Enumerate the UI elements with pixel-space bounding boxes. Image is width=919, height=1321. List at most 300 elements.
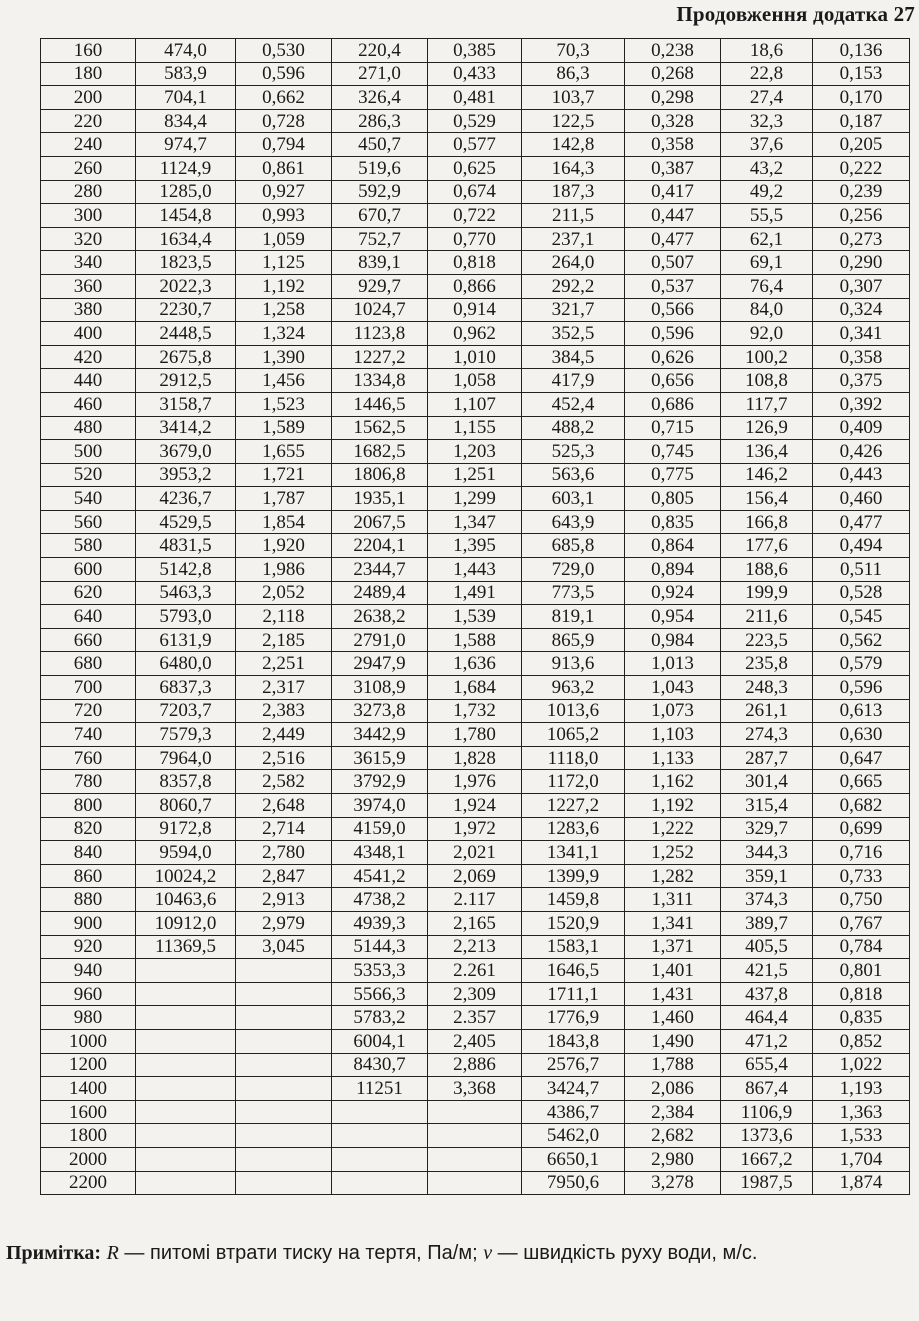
table-row <box>41 180 910 204</box>
table-cell: 108,8 <box>721 369 813 393</box>
table-row <box>41 534 910 558</box>
table-cell: 0,674 <box>428 180 522 204</box>
table-cell: 274,3 <box>721 723 813 747</box>
table-cell: 4939,3 <box>332 911 428 935</box>
note-label: Примітка: <box>6 1242 102 1264</box>
table-cell: 2,052 <box>236 581 332 605</box>
table-cell: 1,073 <box>625 699 721 723</box>
table-cell: 3953,2 <box>136 463 236 487</box>
table-row <box>41 1053 910 1077</box>
table-cell: 0,914 <box>428 298 522 322</box>
table-row <box>41 86 910 110</box>
table-cell: 1446,5 <box>332 392 428 416</box>
table-cell: 0,864 <box>625 534 721 558</box>
table-cell: 1172,0 <box>522 770 625 794</box>
table-cell: 10912,0 <box>136 911 236 935</box>
table-cell: 271,0 <box>332 62 428 86</box>
table-cell <box>236 982 332 1006</box>
table-cell: 1,588 <box>428 628 522 652</box>
table-cell: 0,577 <box>428 133 522 157</box>
table-cell: 122,5 <box>522 109 625 133</box>
table-cell: 389,7 <box>721 911 813 935</box>
table-cell: 11251 <box>332 1077 428 1101</box>
table-cell: 237,1 <box>522 227 625 251</box>
table-cell: 4236,7 <box>136 487 236 511</box>
table-row <box>41 1171 910 1195</box>
table-cell: 2,118 <box>236 605 332 629</box>
row-key-cell: 320 <box>41 227 136 251</box>
table-cell: 1,324 <box>236 322 332 346</box>
table-cell: 235,8 <box>721 652 813 676</box>
table-cell: 1065,2 <box>522 723 625 747</box>
table-cell: 0,222 <box>813 156 910 180</box>
table-cell: 211,6 <box>721 605 813 629</box>
table-cell: 5462,0 <box>522 1124 625 1148</box>
table-cell: 0,460 <box>813 487 910 511</box>
table-cell: 344,3 <box>721 841 813 865</box>
row-key-cell: 740 <box>41 723 136 747</box>
table-cell: 0,358 <box>625 133 721 157</box>
table-cell: 1,162 <box>625 770 721 794</box>
table-row <box>41 133 910 157</box>
table-cell: 0,477 <box>625 227 721 251</box>
table-cell: 0,528 <box>813 581 910 605</box>
table-cell: 0,767 <box>813 911 910 935</box>
row-key-cell: 460 <box>41 392 136 416</box>
table-cell: 27,4 <box>721 86 813 110</box>
row-key-cell: 760 <box>41 746 136 770</box>
table-cell: 1454,8 <box>136 204 236 228</box>
table-cell: 2448,5 <box>136 322 236 346</box>
table-cell: 3,278 <box>625 1171 721 1195</box>
table-cell: 0,341 <box>813 322 910 346</box>
table-cell: 2.261 <box>428 959 522 983</box>
row-key-cell: 440 <box>41 369 136 393</box>
table-cell: 5353,3 <box>332 959 428 983</box>
row-key-cell: 240 <box>41 133 136 157</box>
table-cell: 0,375 <box>813 369 910 393</box>
table-row <box>41 911 910 935</box>
table-cell: 1,443 <box>428 558 522 582</box>
table-row <box>41 581 910 605</box>
table-cell: 32,3 <box>721 109 813 133</box>
row-key-cell: 580 <box>41 534 136 558</box>
table-cell: 1646,5 <box>522 959 625 983</box>
table-cell: 0,481 <box>428 86 522 110</box>
table-cell <box>136 1029 236 1053</box>
table-cell: 405,5 <box>721 935 813 959</box>
table-cell <box>236 1171 332 1195</box>
table-cell: 1,059 <box>236 227 332 251</box>
table-cell: 0,238 <box>625 39 721 63</box>
table-cell: 321,7 <box>522 298 625 322</box>
row-key-cell: 880 <box>41 888 136 912</box>
table-cell: 1341,1 <box>522 841 625 865</box>
table-cell: 0,596 <box>236 62 332 86</box>
table-cell: 819,1 <box>522 605 625 629</box>
table-cell: 1682,5 <box>332 440 428 464</box>
row-key-cell: 560 <box>41 510 136 534</box>
table-cell: 1,299 <box>428 487 522 511</box>
table-cell: 86,3 <box>522 62 625 86</box>
row-key-cell: 300 <box>41 204 136 228</box>
table-cell: 0,447 <box>625 204 721 228</box>
table-row <box>41 652 910 676</box>
table-cell: 2,086 <box>625 1077 721 1101</box>
table-cell: 1,251 <box>428 463 522 487</box>
table-cell: 286,3 <box>332 109 428 133</box>
table-row <box>41 156 910 180</box>
table-cell: 1,787 <box>236 487 332 511</box>
table-cell: 5783,2 <box>332 1006 428 1030</box>
table-cell: 248,3 <box>721 676 813 700</box>
table-cell: 1935,1 <box>332 487 428 511</box>
table-cell: 0,745 <box>625 440 721 464</box>
table-cell: 1,282 <box>625 864 721 888</box>
table-cell: 1,704 <box>813 1147 910 1171</box>
table-cell: 0,596 <box>625 322 721 346</box>
table-cell: 583,9 <box>136 62 236 86</box>
table-cell: 0,927 <box>236 180 332 204</box>
table-cell: 2,847 <box>236 864 332 888</box>
table-cell: 0,537 <box>625 274 721 298</box>
table-cell: 117,7 <box>721 392 813 416</box>
v-symbol: v <box>483 1242 493 1264</box>
table-cell: 2,069 <box>428 864 522 888</box>
table-cell: 752,7 <box>332 227 428 251</box>
table-cell: 0,733 <box>813 864 910 888</box>
table-cell: 1,401 <box>625 959 721 983</box>
table-cell: 3679,0 <box>136 440 236 464</box>
table-cell: 0,409 <box>813 416 910 440</box>
table-cell: 9594,0 <box>136 841 236 865</box>
table-cell: 3414,2 <box>136 416 236 440</box>
table-cell: 0,866 <box>428 274 522 298</box>
table-row <box>41 676 910 700</box>
table-cell: 0,699 <box>813 817 910 841</box>
row-key-cell: 800 <box>41 794 136 818</box>
table-cell: 0,894 <box>625 558 721 582</box>
table-cell: 0,665 <box>813 770 910 794</box>
table-cell: 2,980 <box>625 1147 721 1171</box>
table-cell: 4159,0 <box>332 817 428 841</box>
table-cell: 1806,8 <box>332 463 428 487</box>
row-key-cell: 840 <box>41 841 136 865</box>
table-cell: 655,4 <box>721 1053 813 1077</box>
table-row <box>41 888 910 912</box>
table-cell: 2,682 <box>625 1124 721 1148</box>
table-cell: 0,562 <box>813 628 910 652</box>
table-cell: 1,371 <box>625 935 721 959</box>
table-cell: 0,750 <box>813 888 910 912</box>
table-cell <box>136 1006 236 1030</box>
table-cell: 146,2 <box>721 463 813 487</box>
table-cell: 1583,1 <box>522 935 625 959</box>
row-key-cell: 520 <box>41 463 136 487</box>
row-key-cell: 2200 <box>41 1171 136 1195</box>
table-cell: 1,986 <box>236 558 332 582</box>
row-key-cell: 660 <box>41 628 136 652</box>
table-cell: 0,818 <box>428 251 522 275</box>
table-cell: 384,5 <box>522 345 625 369</box>
table-cell: 963,2 <box>522 676 625 700</box>
table-row <box>41 723 910 747</box>
table-cell: 1,192 <box>625 794 721 818</box>
table-cell: 1,043 <box>625 676 721 700</box>
row-key-cell: 620 <box>41 581 136 605</box>
table-row <box>41 1124 910 1148</box>
table-cell: 2.117 <box>428 888 522 912</box>
table-cell: 18,6 <box>721 39 813 63</box>
table-cell: 22,8 <box>721 62 813 86</box>
table-cell: 0,328 <box>625 109 721 133</box>
table-cell: 8357,8 <box>136 770 236 794</box>
table-cell: 1,976 <box>428 770 522 794</box>
table-cell: 0,801 <box>813 959 910 983</box>
table-cell: 11369,5 <box>136 935 236 959</box>
table-cell: 1373,6 <box>721 1124 813 1148</box>
table-cell <box>136 1124 236 1148</box>
table-cell: 421,5 <box>721 959 813 983</box>
table-row <box>41 558 910 582</box>
table-cell: 211,5 <box>522 204 625 228</box>
table-cell: 2.357 <box>428 1006 522 1030</box>
table-row <box>41 463 910 487</box>
table-cell: 834,4 <box>136 109 236 133</box>
table-cell: 55,5 <box>721 204 813 228</box>
v-text: — швидкість руху води, м/с. <box>492 1242 758 1264</box>
table-cell: 315,4 <box>721 794 813 818</box>
table-cell: 1,491 <box>428 581 522 605</box>
table-cell: 0,392 <box>813 392 910 416</box>
table-cell: 0,770 <box>428 227 522 251</box>
table-cell: 2912,5 <box>136 369 236 393</box>
table-cell: 0,818 <box>813 982 910 1006</box>
table-cell: 6480,0 <box>136 652 236 676</box>
table-cell <box>332 1147 428 1171</box>
table-cell <box>136 982 236 1006</box>
table-cell: 0,805 <box>625 487 721 511</box>
table-cell: 0,984 <box>625 628 721 652</box>
table-cell: 10463,6 <box>136 888 236 912</box>
table-cell: 0,656 <box>625 369 721 393</box>
table-cell: 1,533 <box>813 1124 910 1148</box>
table-cell: 1,431 <box>625 982 721 1006</box>
table-cell: 0,170 <box>813 86 910 110</box>
table-cell: 1,780 <box>428 723 522 747</box>
row-key-cell: 600 <box>41 558 136 582</box>
table-cell: 0,852 <box>813 1029 910 1053</box>
table-cell: 563,6 <box>522 463 625 487</box>
table-cell: 913,6 <box>522 652 625 676</box>
table-cell: 10024,2 <box>136 864 236 888</box>
row-key-cell: 900 <box>41 911 136 935</box>
table-cell: 156,4 <box>721 487 813 511</box>
table-cell: 1,684 <box>428 676 522 700</box>
table-cell: 7964,0 <box>136 746 236 770</box>
row-key-cell: 940 <box>41 959 136 983</box>
table-cell: 0,290 <box>813 251 910 275</box>
table-cell: 1024,7 <box>332 298 428 322</box>
table-cell: 69,1 <box>721 251 813 275</box>
table-row <box>41 39 910 63</box>
row-key-cell: 420 <box>41 345 136 369</box>
table-cell: 1987,5 <box>721 1171 813 1195</box>
table-cell: 100,2 <box>721 345 813 369</box>
table-cell: 1227,2 <box>332 345 428 369</box>
table-cell: 3158,7 <box>136 392 236 416</box>
table-cell: 2638,2 <box>332 605 428 629</box>
table-cell: 2,021 <box>428 841 522 865</box>
table-cell: 0,187 <box>813 109 910 133</box>
table-cell: 2,979 <box>236 911 332 935</box>
table-cell: 1711,1 <box>522 982 625 1006</box>
table-cell: 2,516 <box>236 746 332 770</box>
table-cell: 6131,9 <box>136 628 236 652</box>
table-cell <box>236 1029 332 1053</box>
row-key-cell: 220 <box>41 109 136 133</box>
table-cell: 1,252 <box>625 841 721 865</box>
table-cell: 0,433 <box>428 62 522 86</box>
table-cell: 0,794 <box>236 133 332 157</box>
row-key-cell: 920 <box>41 935 136 959</box>
row-key-cell: 200 <box>41 86 136 110</box>
table-cell: 352,5 <box>522 322 625 346</box>
table-cell: 0,529 <box>428 109 522 133</box>
table-cell: 1,460 <box>625 1006 721 1030</box>
table-cell: 0,861 <box>236 156 332 180</box>
table-cell: 7579,3 <box>136 723 236 747</box>
table-cell: 2675,8 <box>136 345 236 369</box>
table-cell: 5793,0 <box>136 605 236 629</box>
table-row <box>41 1006 910 1030</box>
table-cell: 5463,3 <box>136 581 236 605</box>
table-cell: 0,835 <box>813 1006 910 1030</box>
table-cell <box>236 1124 332 1148</box>
table-cell <box>236 1147 332 1171</box>
table-cell: 0,256 <box>813 204 910 228</box>
table-cell: 1,589 <box>236 416 332 440</box>
table-row <box>41 392 910 416</box>
table-cell: 2344,7 <box>332 558 428 582</box>
table-cell: 1283,6 <box>522 817 625 841</box>
table-cell: 4529,5 <box>136 510 236 534</box>
table-cell: 2576,7 <box>522 1053 625 1077</box>
table-cell: 6837,3 <box>136 676 236 700</box>
table-cell: 1106,9 <box>721 1100 813 1124</box>
row-key-cell: 380 <box>41 298 136 322</box>
table-cell: 3,368 <box>428 1077 522 1101</box>
table-cell: 1,874 <box>813 1171 910 1195</box>
table-row <box>41 1077 910 1101</box>
table-cell: 70,3 <box>522 39 625 63</box>
table-cell: 0,682 <box>813 794 910 818</box>
table-cell <box>236 959 332 983</box>
row-key-cell: 700 <box>41 676 136 700</box>
table-cell: 0,630 <box>813 723 910 747</box>
row-key-cell: 980 <box>41 1006 136 1030</box>
table-cell: 839,1 <box>332 251 428 275</box>
table-row <box>41 605 910 629</box>
table-row <box>41 322 910 346</box>
table-cell: 0,626 <box>625 345 721 369</box>
table-cell: 4738,2 <box>332 888 428 912</box>
row-key-cell: 640 <box>41 605 136 629</box>
table-cell: 76,4 <box>721 274 813 298</box>
table-cell: 1,788 <box>625 1053 721 1077</box>
table-cell: 1,655 <box>236 440 332 464</box>
table-cell: 2204,1 <box>332 534 428 558</box>
table-row <box>41 770 910 794</box>
table-cell: 0,647 <box>813 746 910 770</box>
page-header: Продовження додатка 27 <box>676 2 915 26</box>
table-cell: 2,449 <box>236 723 332 747</box>
table-cell: 437,8 <box>721 982 813 1006</box>
table-cell: 6650,1 <box>522 1147 625 1171</box>
table-cell <box>332 1100 428 1124</box>
table-cell: 3273,8 <box>332 699 428 723</box>
table-cell: 1,347 <box>428 510 522 534</box>
table-cell: 261,1 <box>721 699 813 723</box>
table-row <box>41 1029 910 1053</box>
table-cell: 0,494 <box>813 534 910 558</box>
table-cell: 264,0 <box>522 251 625 275</box>
row-key-cell: 680 <box>41 652 136 676</box>
table-cell: 1,010 <box>428 345 522 369</box>
table-cell: 1520,9 <box>522 911 625 935</box>
table-cell: 670,7 <box>332 204 428 228</box>
table-cell: 2,165 <box>428 911 522 935</box>
table-cell: 1,539 <box>428 605 522 629</box>
table-row <box>41 274 910 298</box>
table-cell: 1562,5 <box>332 416 428 440</box>
table-cell: 2067,5 <box>332 510 428 534</box>
table-cell: 49,2 <box>721 180 813 204</box>
table-row <box>41 369 910 393</box>
table-cell <box>136 959 236 983</box>
r-text: — питомі втрати тиску на тертя, Па/м; <box>118 1242 484 1264</box>
table-cell: 867,4 <box>721 1077 813 1101</box>
table-cell: 1124,9 <box>136 156 236 180</box>
table-cell: 220,4 <box>332 39 428 63</box>
table-cell: 287,7 <box>721 746 813 770</box>
table-cell: 2,309 <box>428 982 522 1006</box>
table-row <box>41 204 910 228</box>
table-cell: 1,828 <box>428 746 522 770</box>
table-cell: 359,1 <box>721 864 813 888</box>
table-cell: 0,324 <box>813 298 910 322</box>
table-cell: 1,192 <box>236 274 332 298</box>
table-cell: 2,886 <box>428 1053 522 1077</box>
table-row <box>41 982 910 1006</box>
table-cell: 0,268 <box>625 62 721 86</box>
table-cell: 84,0 <box>721 298 813 322</box>
table-cell: 8060,7 <box>136 794 236 818</box>
table-cell: 0,835 <box>625 510 721 534</box>
row-key-cell: 820 <box>41 817 136 841</box>
row-key-cell: 180 <box>41 62 136 86</box>
table-cell: 5566,3 <box>332 982 428 1006</box>
table-row <box>41 746 910 770</box>
table-cell: 1,103 <box>625 723 721 747</box>
table-cell: 6004,1 <box>332 1029 428 1053</box>
table-cell: 0,358 <box>813 345 910 369</box>
table-cell: 2,648 <box>236 794 332 818</box>
data-table <box>40 38 910 1195</box>
table-row <box>41 1100 910 1124</box>
table-cell: 223,5 <box>721 628 813 652</box>
table-cell: 1334,8 <box>332 369 428 393</box>
